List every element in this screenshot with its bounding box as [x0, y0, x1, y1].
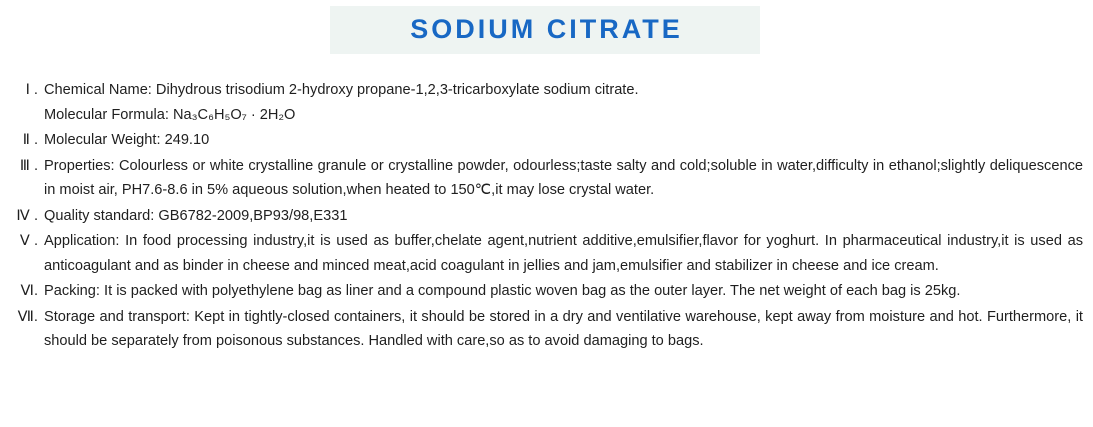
item-marker: Ⅲ .	[19, 157, 38, 174]
document-body	[10, 78, 1083, 355]
item-line: Molecular Formula: Na₃C₆H₅O₇ · 2H₂O	[44, 106, 296, 123]
spec-item-6	[10, 279, 1083, 304]
spec-item-7	[10, 305, 1083, 354]
item-content	[44, 78, 1083, 127]
item-line: Storage and transport: Kept in tightly-closed containers, it should be stored in a dry and ventilative warehouse, kept away from moisture and hot. Furthermore, it should be separately from poisonous substances. Handled with care,so as to avoid damaging to bags.	[44, 308, 1083, 349]
item-content	[44, 204, 1083, 229]
item-line: Packing: It is packed with polyethylene bag as liner and a compound plastic woven bag as the outer layer. The net weight of each bag is 25kg.	[44, 283, 961, 299]
spec-item-2	[10, 128, 1083, 153]
item-marker: Ⅵ.	[20, 283, 38, 299]
item-content	[44, 128, 1083, 153]
page-title: SODIUM CITRATE	[410, 14, 683, 44]
spec-item-1	[10, 78, 1083, 127]
item-content	[44, 305, 1083, 354]
item-line: Quality standard: GB6782-2009,BP93/98,E331	[44, 207, 348, 224]
item-line: Molecular Weight: 249.10	[44, 132, 210, 148]
item-content	[44, 154, 1083, 203]
item-marker: Ⅴ .	[19, 233, 38, 249]
item-line: Chemical Name: Dihydrous trisodium 2-hydroxy propane-1,2,3-tricarboxylate sodium citrate.	[44, 82, 639, 98]
item-line: Application: In food processing industry,it is used as buffer,chelate agent,nutrient additive,emulsifier,flavor for yoghurt. In pharmaceutical industry,it is used as anticoagulant and as binder in cheese and minced meat,acid coagulant in jellies and jam,emulsifier and stabilizer in cheese and ice cream.	[44, 233, 1083, 274]
item-content	[44, 229, 1083, 278]
item-content	[44, 279, 1083, 304]
item-marker: Ⅱ .	[22, 132, 38, 148]
item-line: Properties: Colourless or white crystalline granule or crystalline powder, odourless;taste salty and cold;soluble in water,difficulty in ethanol;slightly deliquescence in moist air, PH7.6-8.6 in 5% aqueous solution,when heated to 150℃,it may lose crystal water.	[44, 157, 1083, 198]
spec-item-3	[10, 154, 1083, 203]
item-marker: Ⅶ.	[17, 308, 38, 325]
spec-item-4	[10, 204, 1083, 229]
item-marker: Ⅰ .	[25, 82, 38, 98]
spec-item-5	[10, 229, 1083, 278]
item-marker: Ⅳ .	[16, 207, 38, 224]
